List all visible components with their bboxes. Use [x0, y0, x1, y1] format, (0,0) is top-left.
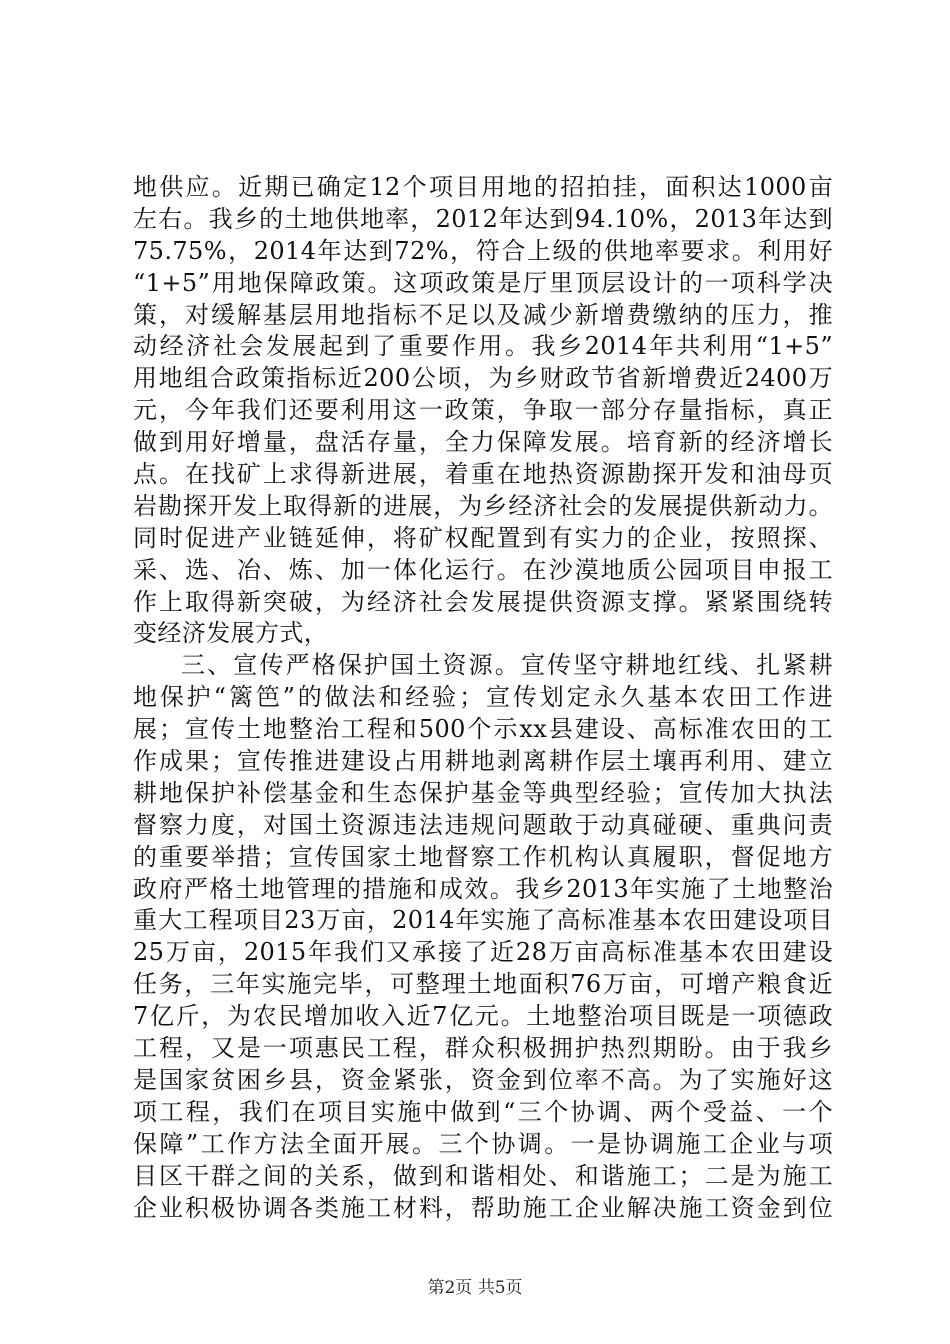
text-line: 企业积极协调各类施工材料，帮助施工企业解决施工资金到位	[133, 1193, 833, 1222]
text-line: 点。在找矿上求得新进展，着重在地热资源勘探开发和油母页	[133, 460, 833, 489]
text-line: 督察力度，对国土资源违法违规问题敢于动真碰硬、重典问责	[133, 810, 833, 839]
text-line: 25万亩，2015年我们又承接了近28万亩高标准基本农田建设	[133, 938, 833, 967]
text-line: 策，对缓解基层用地指标不足以及减少新增费缴纳的压力，推	[133, 300, 833, 329]
text-line: 展；宣传土地整治工程和500个示xx县建设、高标准农田的工	[133, 715, 833, 744]
text-line: 地供应。近期已确定12个项目用地的招拍挂，面积达1000亩	[133, 173, 833, 201]
text-line: 岩勘探开发上取得新的进展，为乡经济社会的发展提供新动力。	[133, 491, 833, 520]
text-line: 保障”工作方法全面开展。三个协调。一是协调施工企业与项	[133, 1129, 833, 1158]
text-line: 7亿斤，为农民增加收入近7亿元。土地整治项目既是一项德政	[133, 1002, 833, 1031]
text-line: 政府严格土地管理的措施和成效。我乡2013年实施了土地整治	[133, 874, 833, 903]
page-number-footer: 第2页 共5页	[427, 1278, 523, 1298]
text-line: 任务，三年实施完毕，可整理土地面积76万亩，可增产粮食近	[133, 970, 833, 999]
text-line: 耕地保护补偿基金和生态保护基金等典型经验；宣传加大执法	[133, 778, 833, 807]
text-line: 同时促进产业链延伸，将矿权配置到有实力的企业，按照探、	[133, 523, 833, 552]
text-line: 采、选、冶、炼、加一体化运行。在沙漠地质公园项目申报工	[133, 555, 833, 584]
text-line: 的重要举措；宣传国家土地督察工作机构认真履职，督促地方	[133, 842, 833, 871]
text-line: 工程，又是一项惠民工程，群众积极拥护热烈期盼。由于我乡	[133, 1034, 833, 1063]
text-line: 元，今年我们还要利用这一政策，争取一部分存量指标，真正	[133, 396, 833, 425]
text-line: 75.75%，2014年达到72%，符合上级的供地率要求。利用好	[133, 236, 833, 265]
text-line: 作上取得新突破，为经济社会发展提供资源支撑。紧紧围绕转	[133, 587, 833, 616]
text-line: 左右。我乡的土地供地率，2012年达到94.10%，2013年达到	[133, 204, 833, 233]
text-line: 地保护“篱笆”的做法和经验；宣传划定永久基本农田工作进	[133, 683, 833, 712]
text-line: 目区干群之间的关系，做到和谐相处、和谐施工；二是为施工	[133, 1161, 833, 1190]
text-line: 作成果；宣传推进建设占用耕地剥离耕作层土壤再利用、建立	[133, 747, 833, 776]
text-line: 做到用好增量，盘活存量，全力保障发展。培育新的经济增长	[133, 428, 833, 457]
text-line: 重大工程项目23万亩，2014年实施了高标准基本农田建设项目	[133, 906, 833, 935]
section-heading-line: 三、宣传严格保护国土资源。宣传坚守耕地红线、扎紧耕	[181, 651, 833, 680]
body-text	[133, 172, 833, 1224]
text-line: “1+5”用地保障政策。这项政策是厅里顶层设计的一项科学决	[133, 268, 833, 297]
text-line: 是国家贫困乡县，资金紧张，资金到位率不高。为了实施好这	[133, 1065, 833, 1094]
text-line: 动经济社会发展起到了重要作用。我乡2014年共利用“1+5”	[133, 332, 833, 361]
text-line: 变经济发展方式，	[133, 619, 329, 648]
text-line: 用地组合政策指标近200公顷，为乡财政节省新增费近2400万	[133, 364, 833, 393]
text-line: 项工程，我们在项目实施中做到“三个协调、两个受益、一个	[133, 1097, 833, 1126]
